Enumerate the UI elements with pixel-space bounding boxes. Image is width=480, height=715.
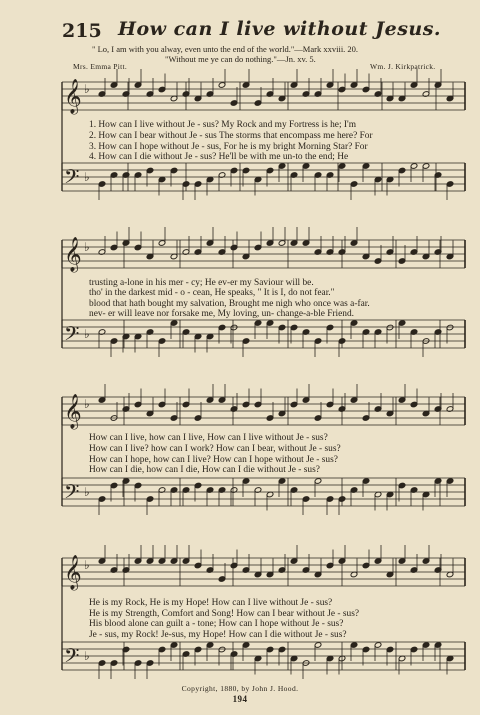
lyric-line: How can I hope, how can I live? How can I hope without Je - sus?: [89, 455, 338, 465]
composer-credit: Mrs. Emma Pitt.: [73, 62, 128, 71]
lyric-line: How can I live, how can I live, How can I live without Je - sus?: [89, 433, 328, 443]
svg-text:♭: ♭: [84, 170, 90, 184]
svg-text:𝄢: 𝄢: [64, 480, 80, 508]
svg-text:♭: ♭: [84, 649, 90, 663]
svg-text:𝄞: 𝄞: [64, 237, 82, 272]
epigraph-line-2: "Without me ye can do nothing."—Jn. xv. 5.: [165, 54, 316, 64]
lyric-line: He is my Rock, He is my Hope! How can I live without Je - sus?: [89, 598, 333, 608]
svg-text:𝄢: 𝄢: [64, 322, 80, 350]
lyric-line: How can I die, how can I die, How can I die without Je - sus?: [89, 465, 320, 475]
svg-text:𝄞: 𝄞: [64, 79, 82, 114]
lyric-line: How can I live? how can I work? How can I bear, without Je - sus?: [89, 444, 341, 454]
svg-text:𝄞: 𝄞: [64, 394, 82, 429]
svg-text:𝄢: 𝄢: [64, 644, 80, 672]
svg-text:♭: ♭: [84, 82, 90, 96]
lyric-line: trusting a-lone in his mer - cy; He ev-er my Saviour will be.: [89, 278, 314, 288]
svg-text:♭: ♭: [84, 327, 90, 341]
lyric-line: 3. How can I hope without Je - sus, For he is my bright Morning Star? For: [89, 142, 368, 152]
copyright-notice: Copyright, 1880, by John J. Hood.: [181, 684, 299, 693]
page-number: 194: [232, 694, 248, 704]
lyric-line: His blood alone can guilt a - tone; How can I hope without Je - sus?: [89, 619, 344, 629]
hymn-title: How can I live without Jesus.: [118, 18, 442, 40]
lyric-line: 4. How can I die without Je - sus? He'll be with me un-to the end; He: [89, 152, 349, 162]
lyric-line: blood that hath bought my salvation, Brought me nigh who once was a-far.: [89, 299, 370, 309]
lyric-line: He is my Strength, Comfort and Song! How can I bear without Je - sus?: [89, 609, 360, 619]
svg-text:♭: ♭: [84, 240, 90, 254]
lyric-line: nev- er will leave nor forsake me, My loving, un- change-a-ble Friend.: [89, 309, 355, 319]
lyric-line: 2. How can I bear without Je - sus The storms that encompass me here? For: [89, 131, 373, 141]
author-credit: Wm. J. Kirkpatrick.: [370, 62, 436, 71]
svg-text:♭: ♭: [84, 485, 90, 499]
hymn-number: 215: [62, 20, 102, 42]
lyric-line: tho' in the darkest mid - o - cean, He speaks, " It is I, do not fear.": [89, 288, 335, 298]
svg-text:𝄞: 𝄞: [64, 555, 82, 590]
epigraph-line-1: " Lo, I am with you alway, even unto the end of the world."—Mark xxviii. 20.: [92, 44, 359, 54]
svg-text:𝄢: 𝄢: [64, 165, 80, 193]
lyric-line: 1. How can I live without Je - sus? My Rock and my Fortress is he; I'm: [89, 120, 357, 130]
svg-text:♭: ♭: [84, 397, 90, 411]
lyric-line: Je - sus, my Rock! Je-sus, my Hope! How can I die without Je - sus?: [89, 630, 347, 640]
svg-text:♭: ♭: [84, 558, 90, 572]
